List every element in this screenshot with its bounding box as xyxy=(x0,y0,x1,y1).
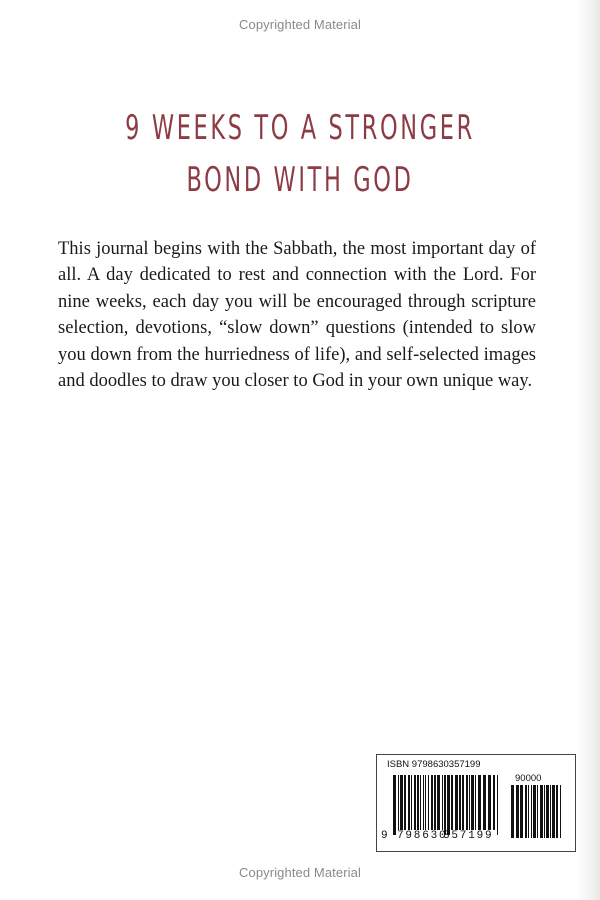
barcode-bar xyxy=(550,785,551,838)
barcode-bar xyxy=(525,785,527,838)
barcode-bar xyxy=(451,775,453,830)
barcode-bar xyxy=(423,775,424,830)
copyright-watermark-top: Copyrighted Material xyxy=(239,17,361,32)
title-line-2: BOND WITH GOD xyxy=(186,160,414,200)
isbn-digit-first: 9 xyxy=(381,830,388,842)
barcode-bar xyxy=(537,785,538,838)
barcode-bar xyxy=(475,775,476,830)
barcode-bar xyxy=(478,775,481,830)
barcode-bar xyxy=(520,785,523,838)
isbn-digits-group-2: 357199 xyxy=(443,830,494,842)
barcode-bar xyxy=(408,775,410,830)
barcode-bar xyxy=(393,775,396,835)
barcode-bar xyxy=(462,775,464,830)
price-addon-barcode-bars xyxy=(511,785,561,838)
barcode-bar xyxy=(533,785,536,838)
isbn-barcode-box xyxy=(376,754,576,852)
barcode-bar xyxy=(511,785,514,838)
barcode-bar xyxy=(469,775,470,830)
barcode-bar xyxy=(488,775,491,830)
ean13-barcode-bars xyxy=(393,775,498,835)
copyright-watermark-bottom: Copyrighted Material xyxy=(239,865,361,880)
barcode-bar xyxy=(556,785,558,838)
barcode-bar xyxy=(455,775,458,830)
barcode-bar xyxy=(497,775,498,835)
title-line-1: 9 WEEKS TO A STRONGER xyxy=(125,108,475,148)
isbn-digits-group-1: 798630 xyxy=(397,830,448,842)
barcode-bar xyxy=(414,775,416,830)
barcode-bar xyxy=(546,785,549,838)
barcode-bar xyxy=(528,785,529,838)
barcode-bar xyxy=(459,775,461,830)
barcode-bar xyxy=(544,785,545,838)
barcode-bar xyxy=(431,775,433,830)
barcode-bar xyxy=(400,775,403,830)
barcode-bar xyxy=(552,785,555,838)
barcode-bar xyxy=(420,775,421,830)
barcode-bar xyxy=(483,775,486,830)
barcode-bar xyxy=(437,775,440,830)
barcode-bar xyxy=(466,775,468,830)
barcode-bar xyxy=(434,775,436,830)
barcode-bar xyxy=(493,775,495,830)
price-code-label: 90000 xyxy=(515,773,542,784)
isbn-label: ISBN 9798630357199 xyxy=(387,759,481,770)
description-paragraph: This journal begins with the Sabbath, the most important day of all. A day dedicated to rest and connection with the Lord. For nine weeks, each day you will be encouraged through scripture selection, devotions, “slow down” questions (intended to slow you down from the hurriedness of life), and self-selected images and doodles to draw you closer to God in your own unique way. xyxy=(58,239,536,392)
barcode-bar xyxy=(471,775,474,830)
barcode-bar xyxy=(428,775,429,830)
barcode-bar xyxy=(404,775,406,830)
barcode-bar xyxy=(560,785,561,838)
barcode-bar xyxy=(442,775,443,830)
barcode-bar xyxy=(411,775,412,830)
barcode-bar xyxy=(444,775,446,835)
barcode-bar xyxy=(531,785,532,838)
barcode-bar xyxy=(447,775,450,835)
barcode-bar xyxy=(398,775,399,830)
barcode-bar xyxy=(417,775,419,830)
barcode-bar xyxy=(516,785,519,838)
barcode-bar xyxy=(425,775,426,830)
barcode-bar xyxy=(540,785,543,838)
